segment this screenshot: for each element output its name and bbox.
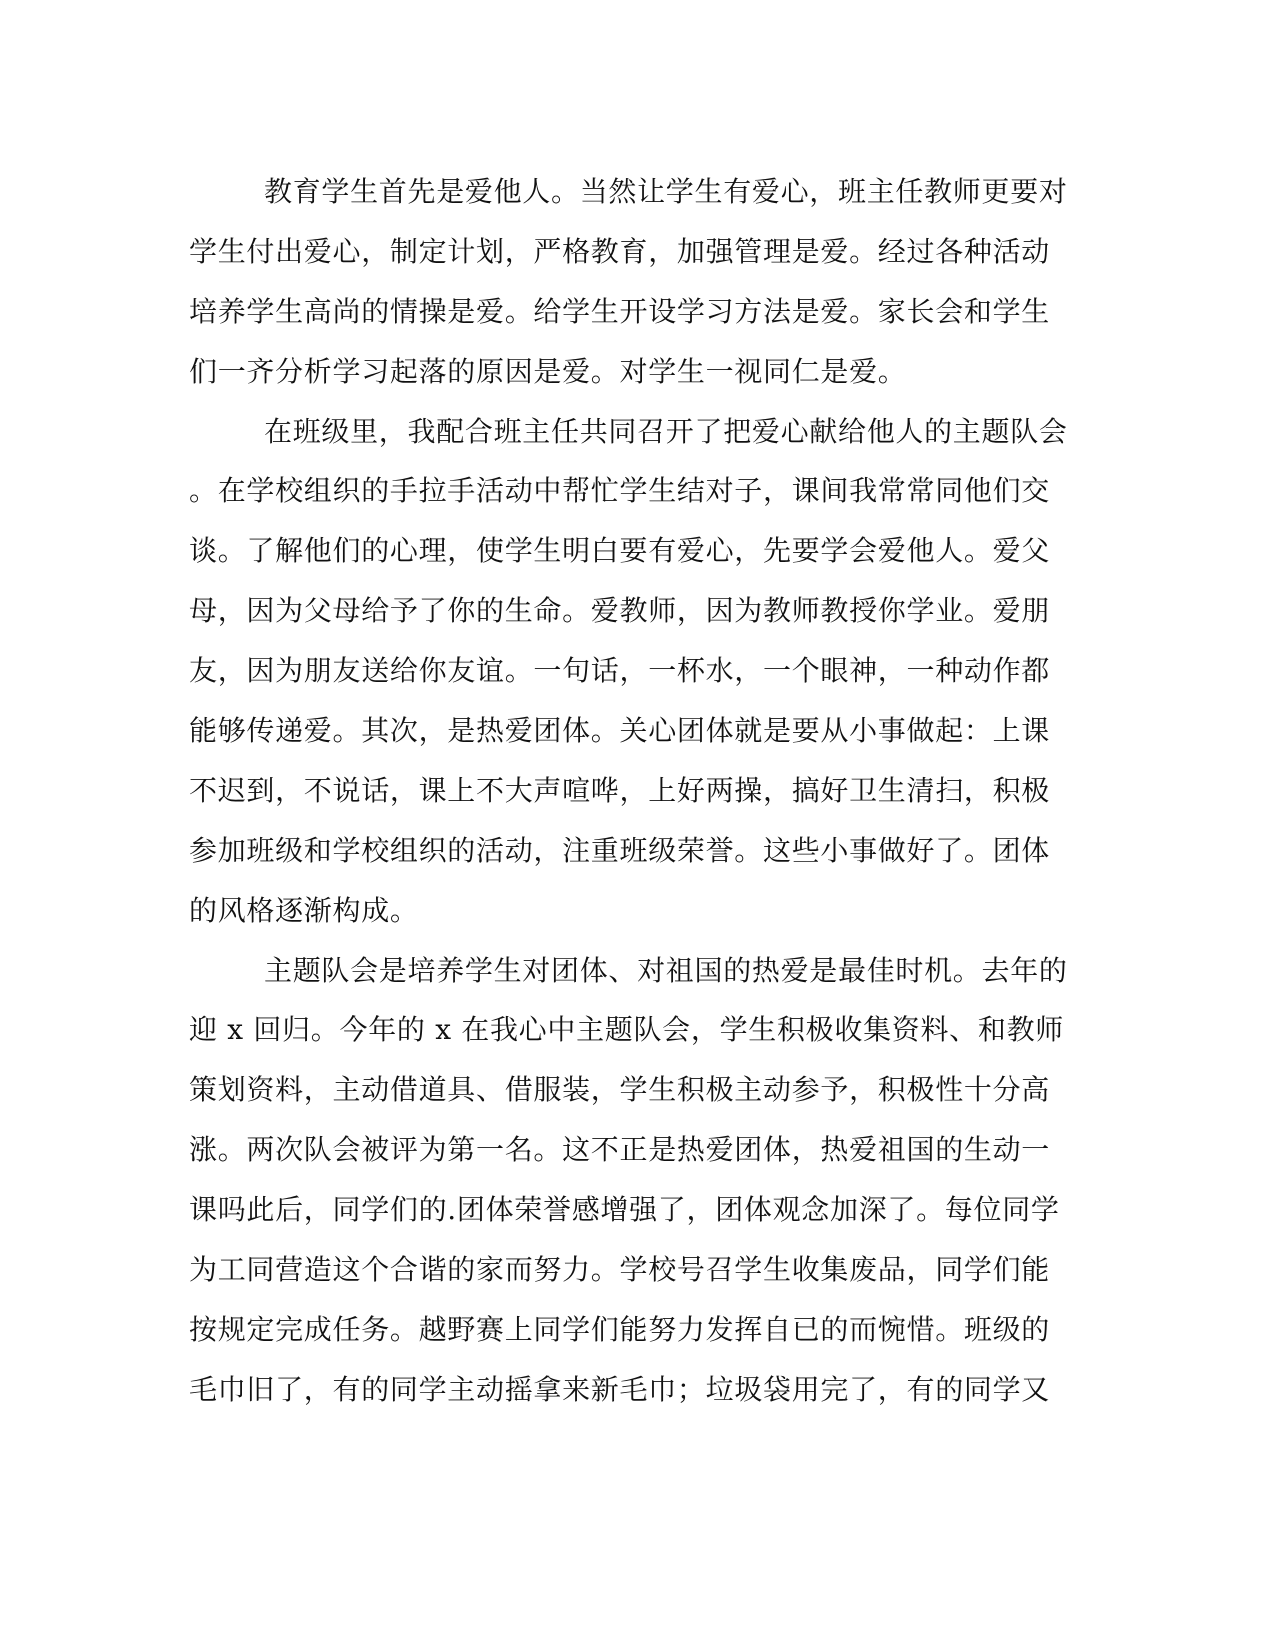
text-line: 参加班级和学校组织的活动，注重班级荣誉。这些小事做好了。团体: [189, 833, 1051, 867]
text-line: 友，因为朋友送给你友谊。一句话，一杯水，一个眼神，一种动作都: [189, 654, 1051, 688]
text-line: 培养学生高尚的情操是爱。给学生开设学习方法是爱。家长会和学生: [189, 294, 1051, 328]
text-line: 能够传递爱。其次，是热爱团体。关心团体就是要从小事做起：上课: [189, 714, 1051, 748]
document-body: [189, 162, 1079, 1420]
text-line: 按规定完成任务。越野赛上同学们能努力发挥自已的而惋惜。班级的: [189, 1312, 1051, 1346]
text-line: 们一齐分析学习起落的原因是爱。对学生一视同仁是爱。: [189, 354, 907, 388]
text-line: 的风格逐渐构成。: [189, 893, 419, 927]
text-line: 谈。了解他们的心理，使学生明白要有爱心，先要学会爱他人。爱父: [189, 534, 1051, 568]
text-line: 迎 x 回归。今年的 x 在我心中主题队会，学生积极收集资料、和教师: [189, 1013, 1064, 1047]
text-line: 学生付出爱心，制定计划，严格教育，加强管理是爱。经过各种活动: [189, 234, 1051, 268]
paragraph-2: [189, 402, 1079, 941]
text-line: 母，因为父母给予了你的生命。爱教师，因为教师教授你学业。爱朋: [189, 594, 1051, 628]
text-line: 涨。两次队会被评为第一名。这不正是热爱团体，热爱祖国的生动一: [189, 1133, 1051, 1167]
text-line: 毛巾旧了，有的同学主动摇拿来新毛巾；垃圾袋用完了，有的同学又: [189, 1372, 1051, 1406]
text-line: 策划资料，主动借道具、借服装，学生积极主动参予，积极性十分高: [189, 1073, 1051, 1107]
text-line: 在班级里，我配合班主任共同召开了把爱心献给他人的主题队会: [264, 414, 1068, 448]
text-line: 。在学校组织的手拉手活动中帮忙学生结对子，课间我常常同他们交: [189, 474, 1051, 508]
text-line: 不迟到，不说话，课上不大声喧哗，上好两操，搞好卫生清扫，积极: [189, 773, 1051, 807]
text-line: 课吗此后，同学们的.团体荣誉感增强了，团体观念加深了。每位同学: [189, 1193, 1060, 1227]
text-line: 为工同营造这个合谐的家而努力。学校号召学生收集废品，同学们能: [189, 1253, 1051, 1287]
text-line: 主题队会是培养学生对团体、对祖国的热爱是最佳时机。去年的: [264, 953, 1068, 987]
text-line: 教育学生首先是爱他人。当然让学生有爱心，班主任教师更要对: [264, 175, 1068, 208]
paragraph-1: [189, 162, 1079, 402]
paragraph-3: [189, 941, 1079, 1420]
